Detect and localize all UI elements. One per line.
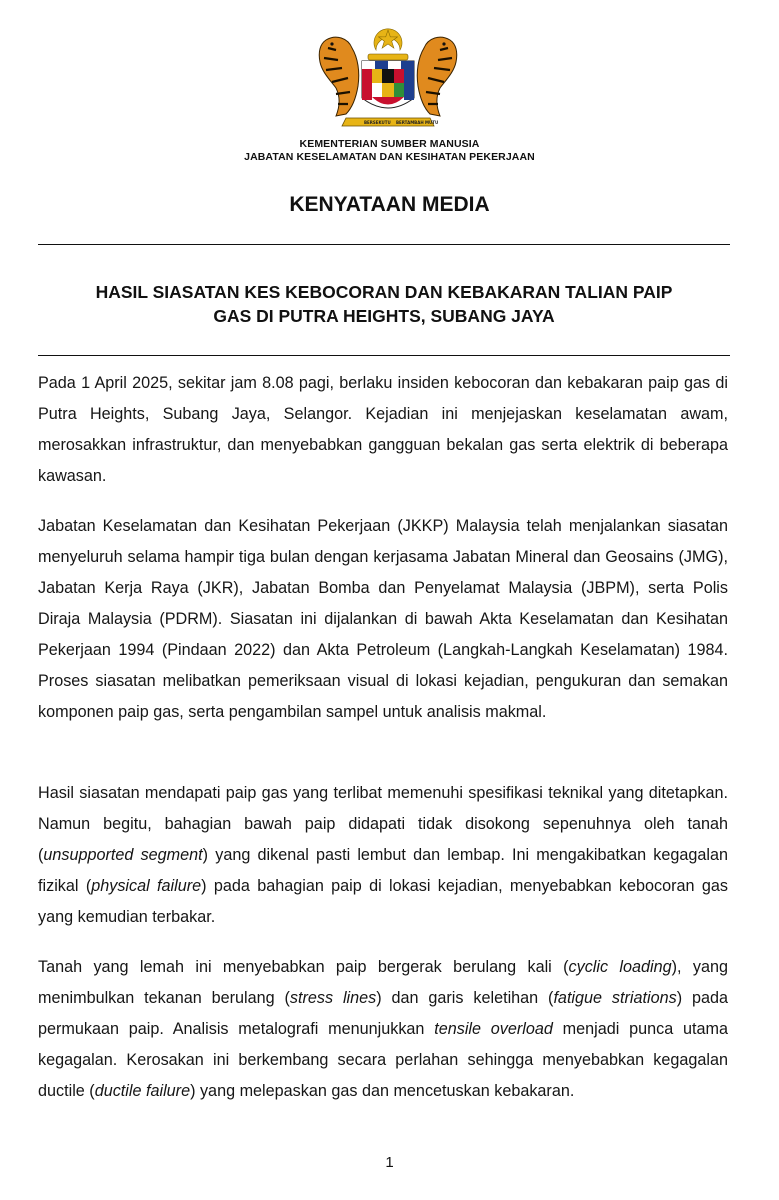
motto-left-text: BERSEKUTU [364, 120, 391, 125]
paragraph-3-text: ) yang dikenal pasti lembut dan lembap. Ini mengakibatkan kegagalan fizikal ( [38, 846, 728, 895]
term-tensile-overload: tensile overload [434, 1020, 553, 1038]
paragraph-4-text: ), yang menimbulkan tekanan berulang ( [38, 958, 728, 1007]
motto-ribbon [342, 118, 438, 126]
crescent-star-icon [374, 29, 402, 50]
headline-line-2: GAS DI PUTRA HEIGHTS, SUBANG JAYA [213, 306, 555, 326]
headline [38, 280, 730, 328]
document-type-title: KENYATAAN MEDIA [289, 193, 490, 216]
term-cyclic-loading: cyclic loading [568, 958, 672, 976]
term-ductile-failure: ductile failure [94, 1082, 191, 1100]
term-physical-failure: physical failure [91, 877, 202, 895]
paragraph-4 [38, 952, 728, 1107]
divider-top [38, 244, 730, 245]
term-stress-lines: stress lines [289, 989, 377, 1007]
divider-bottom [38, 355, 730, 356]
paragraph-1: Pada 1 April 2025, sekitar jam 8.08 pagi, berlaku insiden kebocoran dan kebakaran paip gas di Putra Heights, Subang Jaya, Selangor. Kejadian ini menjejaskan keselamatan awam, merosakkan infrastruktur, dan menyebabkan gangguan bekalan gas serta elektrik di beberapa kawasan. [38, 374, 728, 485]
term-unsupported-segment: unsupported segment [43, 846, 203, 864]
coat-of-arms-logo [306, 28, 470, 134]
paragraph-4-text: ) pada permukaan paip. Analisis metalografi menunjukkan [38, 989, 728, 1038]
department-name: JABATAN KESELAMATAN DAN KESIHATAN PEKERJAAN [244, 151, 535, 163]
page-number: 1 [385, 1154, 394, 1171]
term-fatigue-striations: fatigue striations [553, 989, 677, 1007]
headline-line-1: HASIL SIASATAN KES KEBOCORAN DAN KEBAKARAN TALIAN PAIP [95, 282, 673, 302]
paragraph-4-text: ) yang melepaskan gas dan mencetuskan kebakaran. [190, 1082, 575, 1100]
paragraph-3-text: Hasil siasatan mendapati paip gas yang terlibat memenuhi spesifikasi teknikal yang ditetapkan. Namun begitu, bahagian bawah paip didapati tidak disokong sepenuhnya oleh tanah ( [38, 784, 728, 864]
right-tiger-icon [417, 37, 457, 116]
shield-icon [362, 61, 414, 108]
paragraph-4-text: ) dan garis keletihan ( [376, 989, 554, 1007]
ministry-name: KEMENTERIAN SUMBER MANUSIA [299, 138, 480, 150]
paragraph-2: Jabatan Keselamatan dan Kesihatan Pekerjaan (JKKP) Malaysia telah menjalankan siasatan menyeluruh selama hampir tiga bulan dengan kerjasama Jabatan Mineral dan Geosains (JMG), Jabatan Kerja Raya (JKR), Jabatan Bomba dan Penyelamat Malaysia (JBPM), serta Polis Diraja Malaysia (PDRM). Siasatan ini dijalankan di bawah Akta Keselamatan dan Kesihatan Pekerjaan 1994 (Pindaan 2022) dan Akta Petroleum (Langkah-Langkah Keselamatan) 1984. Proses siasatan melibatkan pemeriksaan visual di lokasi kejadian, pengukuran dan semakan komponen paip gas, serta pengambilan sampel untuk analisis makmal. [38, 517, 728, 721]
paragraph-3 [38, 778, 728, 933]
paragraph-4-text: menjadi punca utama kegagalan. Kerosakan ini berkembang secara perlahan sehingga menyebabkan kegagalan ductile ( [38, 1020, 728, 1100]
left-tiger-icon [319, 37, 359, 116]
paragraph-4-text: Tanah yang lemah ini menyebabkan paip bergerak berulang kali ( [38, 958, 569, 976]
paragraph-3-text: ) pada bahagian paip di lokasi kejadian, menyebabkan kebocoran gas yang kemudian terbakar. [38, 877, 728, 926]
motto-right-text: BERTAMBAH MUTU [396, 120, 439, 125]
